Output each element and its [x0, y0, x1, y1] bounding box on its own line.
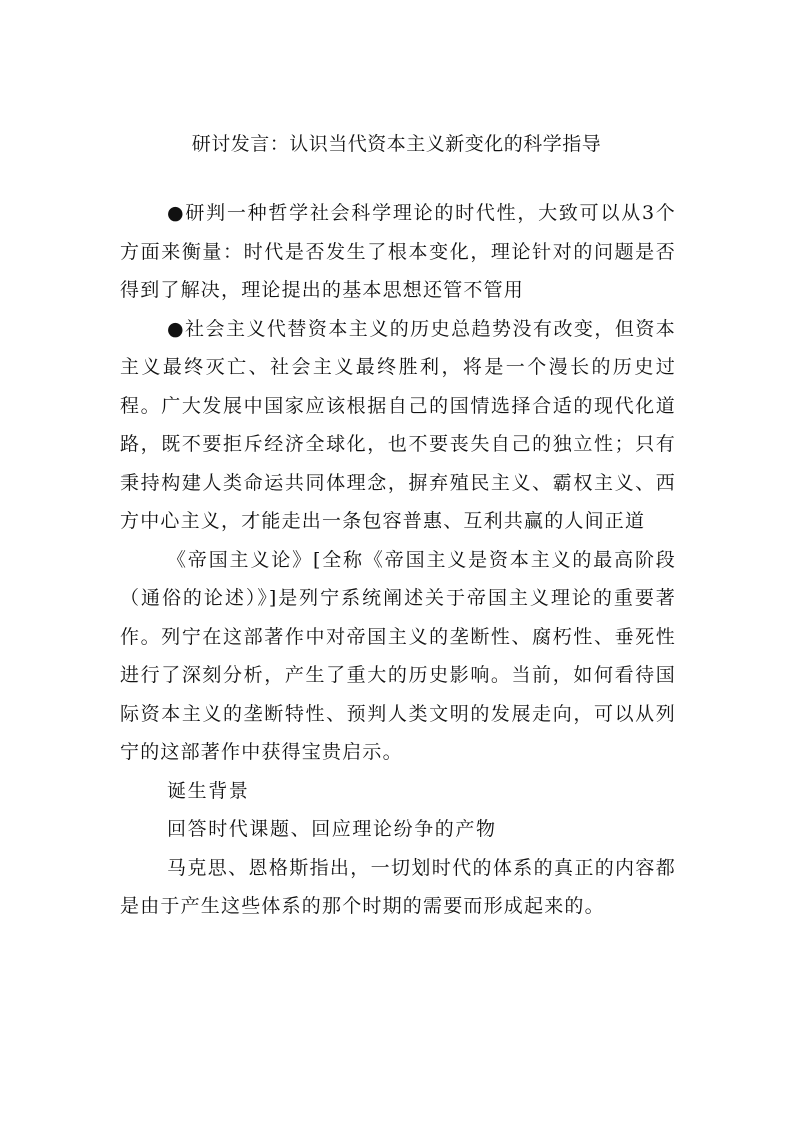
intro-paragraph: 《帝国主义论》[全称《帝国主义是资本主义的最高阶段（通俗的论述）》]是列宁系统阐述关于帝国主义理论的重要著作。列宁在这部著作中对帝国主义的垄断性、腐朽性、垂死性进行了深刻分析，产生了重大的历史影响。当前，如何看待国际资本主义的垄断特性、预判人类文明的发展走向，可以从列宁的这部著作中获得宝贵启示。 — [120, 548, 676, 763]
summary-point-2: ●社会主义代替资本主义的历史总趋势没有改变，但资本主义最终灭亡、社会主义最终胜利，将是一个漫长的历史过程。广大发展中国家应该根据自己的国情选择合适的现代化道路，既不要拒斥经济全球化，也不要丧失自己的独立性；只有秉持构建人类命运共同体理念，摒弃殖民主义、霸权主义、西方中心主义，才能走出一条包容普惠、互利共赢的人间正道 — [120, 317, 676, 532]
document-title: 研讨发言：认识当代资本主义新变化的科学指导 — [191, 133, 602, 155]
summary-point-1: ●研判一种哲学社会科学理论的时代性，大致可以从3个方面来衡量：时代是否发生了根本变化，理论针对的问题是否得到了解决，理论提出的基本思想还管不管用 — [120, 202, 676, 301]
document-body — [120, 194, 676, 926]
body-paragraph: 马克思、恩格斯指出，一切划时代的体系的真正的内容都是由于产生这些体系的那个时期的需要而形成起来的。 — [120, 856, 676, 917]
section-heading: 诞生背景 — [167, 779, 250, 802]
section-subheading: 回答时代课题、回应理论纷争的产物 — [167, 818, 497, 840]
